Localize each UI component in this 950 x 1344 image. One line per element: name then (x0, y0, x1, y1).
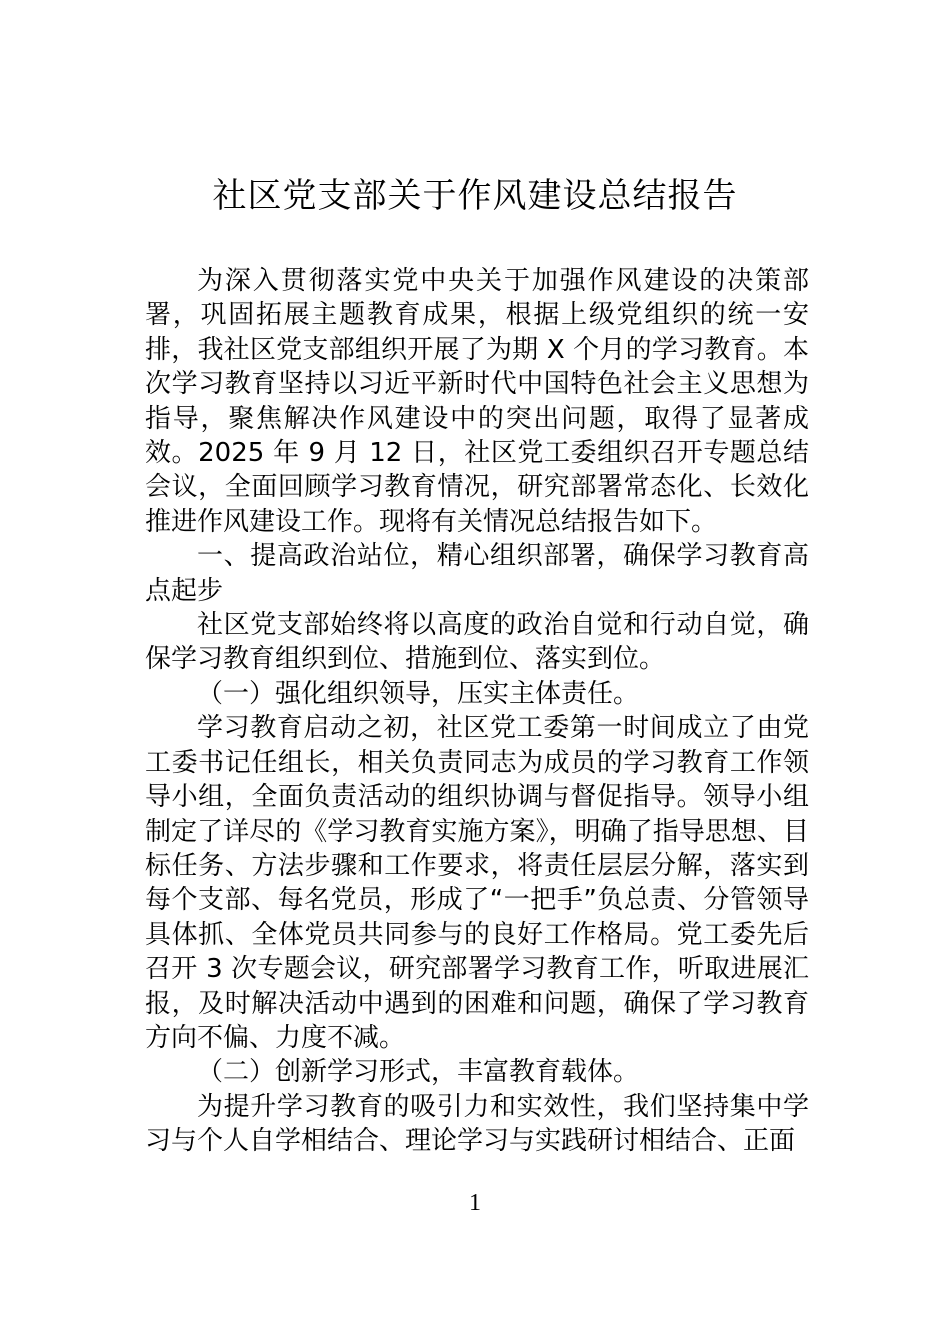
subsection-2-paragraph: 为提升学习教育的吸引力和实效性，我们坚持集中学习与个人自学相结合、理论学习与实践研讨相结合、正面 (145, 1091, 809, 1157)
page-number: 1 (469, 1190, 481, 1216)
subsection-1-paragraph: 学习教育启动之初，社区党工委第一时间成立了由党工委书记任组长，相关负责同志为成员的学习教育工作领导小组，全面负责活动的组织协调与督促指导。领导小组制定了详尽的《学习教育实施方案》，明确了指导思想、目标任务、方法步骤和工作要求，将责任层层分解，落实到每个支部、每名党员，形成了“一把手”负总责、分管领导具体抓、全体党员共同参与的良好工作格局。党工委先后召开 3 次专题会议，研究部署学习教育工作，听取进展汇报，及时解决活动中遇到的困难和问题，确保了学习教育方向不偏、力度不减。 (145, 713, 809, 1053)
intro-paragraph: 为深入贯彻落实党中央关于加强作风建设的决策部署，巩固拓展主题教育成果，根据上级党组织的统一安排，我社区党支部组织开展了为期 X 个月的学习教育。本次学习教育坚持以习近平新时代中国特色社会主义思想为指导，聚焦解决作风建设中的突出问题，取得了显著成效。2025 年 9 月 12 日，社区党工委组织召开专题总结会议，全面回顾学习教育情况，研究部署常态化、长效化推进作风建设工作。现将有关情况总结报告如下。 (145, 266, 809, 537)
section-1-paragraph: 社区党支部始终将以高度的政治自觉和行动自觉，确保学习教育组织到位、措施到位、落实到位。 (145, 610, 809, 675)
document-body (145, 264, 809, 1159)
subsection-heading-2: （二）创新学习形式，丰富教育载体。 (197, 1057, 640, 1088)
subsection-heading-1: （一）强化组织领导，压实主体责任。 (197, 678, 640, 709)
section-heading-1: 一、提高政治站位，精心组织部署，确保学习教育高点起步 (145, 541, 809, 606)
document-title: 社区党支部关于作风建设总结报告 (212, 176, 738, 216)
